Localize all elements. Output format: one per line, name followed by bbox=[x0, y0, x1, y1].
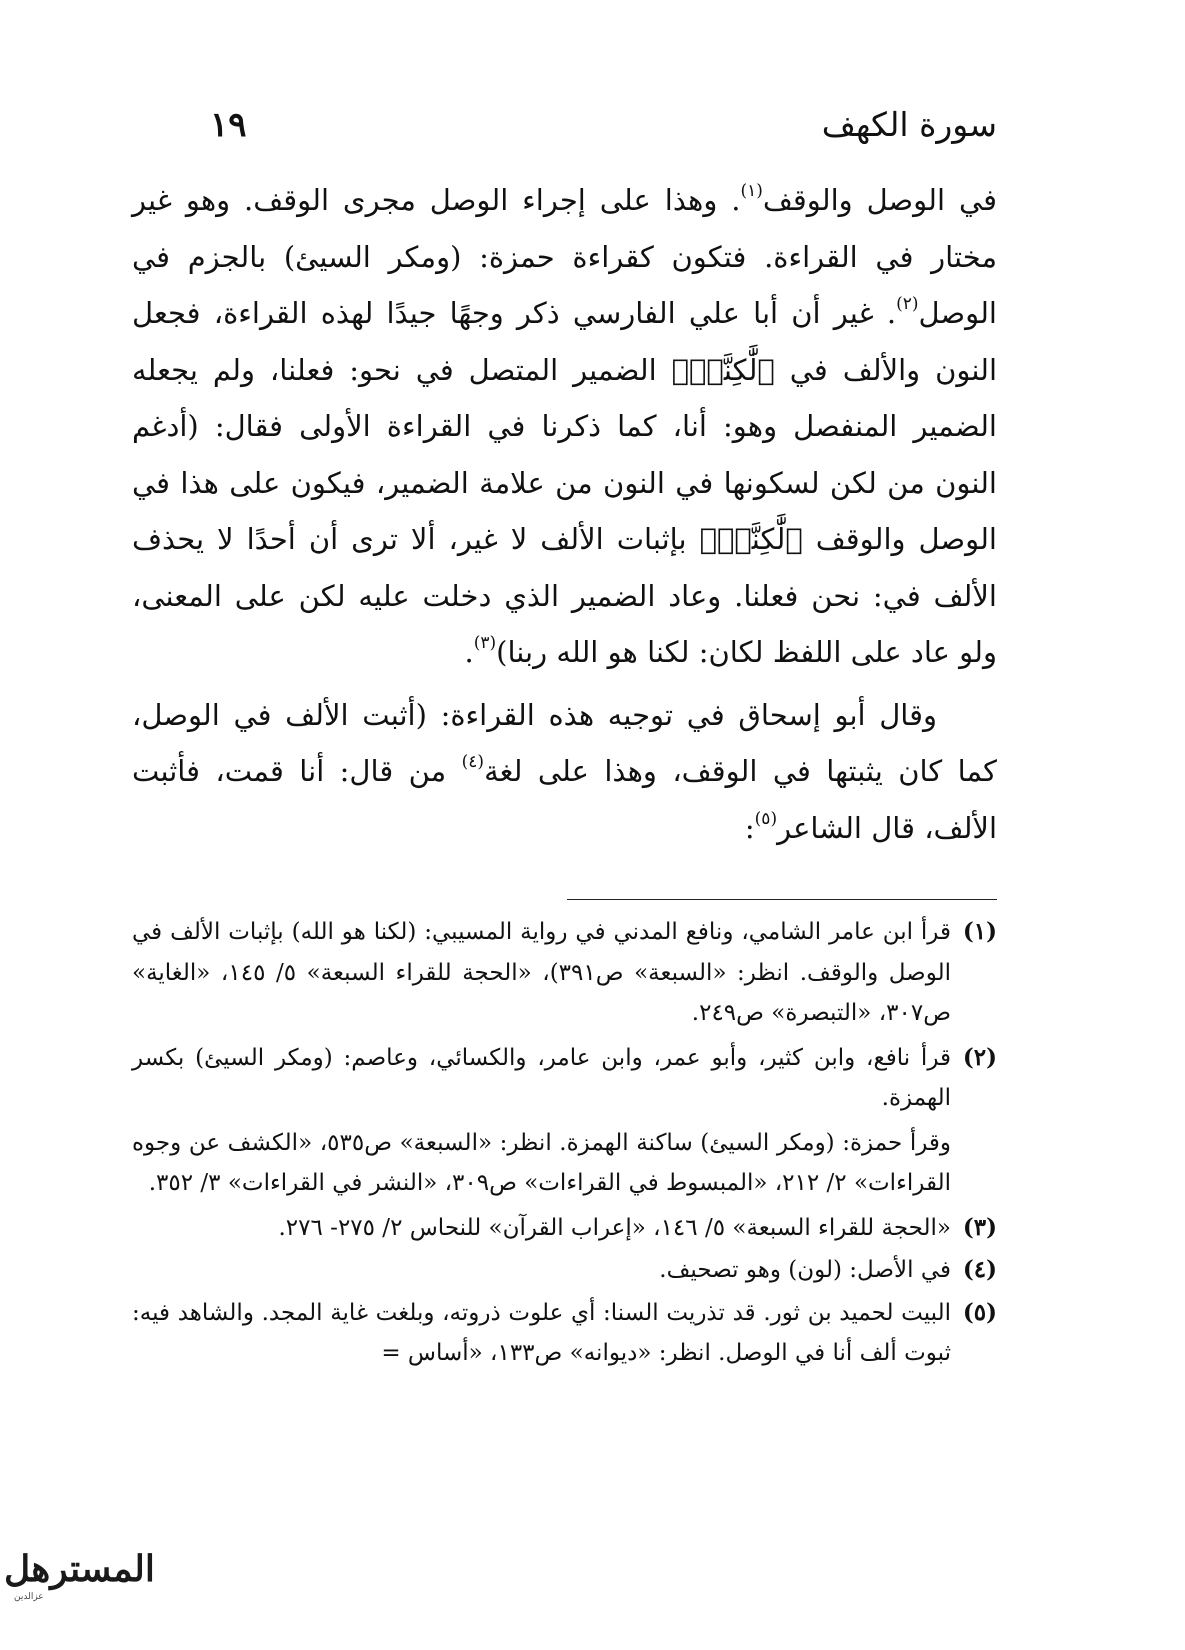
footnote-1 bbox=[132, 912, 997, 1034]
text-run: . غير أن أبا علي الفارسي ذكر وجهًا جيدًا لهذه القراءة، فجعل النون والألف في bbox=[132, 296, 998, 387]
footnote-5 bbox=[132, 1293, 997, 1374]
footnote-text: قرأ نافع، وابن كثير، وأبو عمر، وابن عامر، والكسائي، وعاصم: (ومكر السيئ) بكسر الهمزة. bbox=[132, 1044, 951, 1111]
paragraph-2 bbox=[132, 687, 997, 857]
footnotes bbox=[132, 912, 997, 1378]
footnote-ref-1: (١) bbox=[740, 181, 763, 201]
text-run: الضمير المتصل في نحو: فعلنا، ولم يجعله الضمير المنفصل وهو: أنا، كما ذكرنا في القراءة الأولى فقال: (أدغم النون من لكن لسكونها في النون من علامة الضمير، فيكون على هذا في الوصل والوقف bbox=[132, 352, 997, 556]
text-run: : bbox=[744, 810, 755, 845]
watermark-logo bbox=[4, 1548, 155, 1614]
paragraph-1 bbox=[132, 172, 997, 681]
footnote-3 bbox=[132, 1208, 997, 1249]
footnote-ref-5: (٥) bbox=[754, 808, 778, 829]
text-run: في الوصل والوقف bbox=[762, 183, 997, 217]
text-run: وقال أبو إسحاق في توجيه هذه القراءة: (أثبت الألف في الوصل، كما كان يثبتها في الوقف، وهذا على لغة bbox=[132, 697, 997, 788]
text-run: بإثبات الألف لا غير، ألا ترى أن أحدًا لا يحذف الألف في: نحن فعلنا. وعاد الضمير الذي دخلت عليه لكن على المعنى، ولو عاد على اللفظ لكان: لكنا هو الله ربنا) bbox=[132, 522, 997, 669]
footnote-text: البيت لحميد بن ثور. قد تذريت السنا: أي علوت ذروته، وبلغت غاية المجد. والشاهد فيه: ثبوت ألف أنا في الوصل. انظر: «ديوانه» ص١٣٣، «أساس = bbox=[132, 1299, 951, 1366]
footnote-ref-4: (٤) bbox=[461, 752, 485, 772]
footnote-number: (٤) bbox=[962, 1256, 997, 1283]
text-run: من قال: أنا قمت، فأثبت الألف، قال الشاعر bbox=[132, 754, 997, 845]
footnote-continuation: وقرأ حمزة: (ومكر السيئ) ساكنة الهمزة. انظر: «السبعة» ص٥٣٥، «الكشف عن وجوه القراءات» ٢/ ٢١٢، «المبسوط في القراءات» ص٣٠٩، «النشر في القراءات» ٣/ ٣٥٢. bbox=[132, 1129, 952, 1196]
running-title: سورة الكهف bbox=[821, 105, 997, 144]
footnote-4 bbox=[132, 1250, 997, 1291]
page-number: ١٩ bbox=[210, 105, 247, 145]
quran-word: ﴿لَّٰكِنَّا۠﴾ bbox=[699, 522, 803, 556]
footnote-number: (١) bbox=[962, 918, 997, 945]
page-header bbox=[210, 100, 997, 150]
footnote-separator bbox=[567, 899, 997, 900]
footnote-ref-3: (٣) bbox=[473, 633, 497, 653]
footnote-text: قرأ ابن عامر الشامي، ونافع المدني في رواية المسيبي: (لكنا هو الله) بإثبات الألف في الوصل والوقف. انظر: «السبعة» ص٣٩١)، «الحجة للقراء السبعة» ٥/ ١٤٥، «الغاية» ص٣٠٧، «التبصرة» ص٢٤٩. bbox=[132, 919, 951, 1026]
footnote-text: «الحجة للقراء السبعة» ٥/ ١٤٦، «إعراب القرآن» للنحاس ٢/ ٢٧٥- ٢٧٦. bbox=[278, 1214, 951, 1241]
quran-word: ﴿لَّٰكِنَّا۠﴾ bbox=[671, 352, 775, 387]
footnote-text: في الأصل: (لون) وهو تصحيف. bbox=[659, 1257, 951, 1283]
main-text bbox=[132, 172, 997, 856]
footnote-number: (٢) bbox=[962, 1043, 997, 1071]
text-run: . bbox=[464, 635, 474, 669]
watermark-caption: عزالدين bbox=[14, 1592, 44, 1602]
watermark-calligraphy: المسترهل bbox=[4, 1548, 155, 1590]
text-run: . وهذا على إجراء الوصل مجرى الوقف. وهو غير مختار في القراءة. فتكون كقراءة حمزة: (ومكر السيئ) بالجزم في الوصل bbox=[132, 183, 997, 330]
footnote-ref-2: (٢) bbox=[896, 294, 919, 314]
footnote-number: (٣) bbox=[962, 1213, 997, 1241]
footnote-number: (٥) bbox=[962, 1298, 997, 1326]
footnote-2 bbox=[132, 1038, 997, 1204]
